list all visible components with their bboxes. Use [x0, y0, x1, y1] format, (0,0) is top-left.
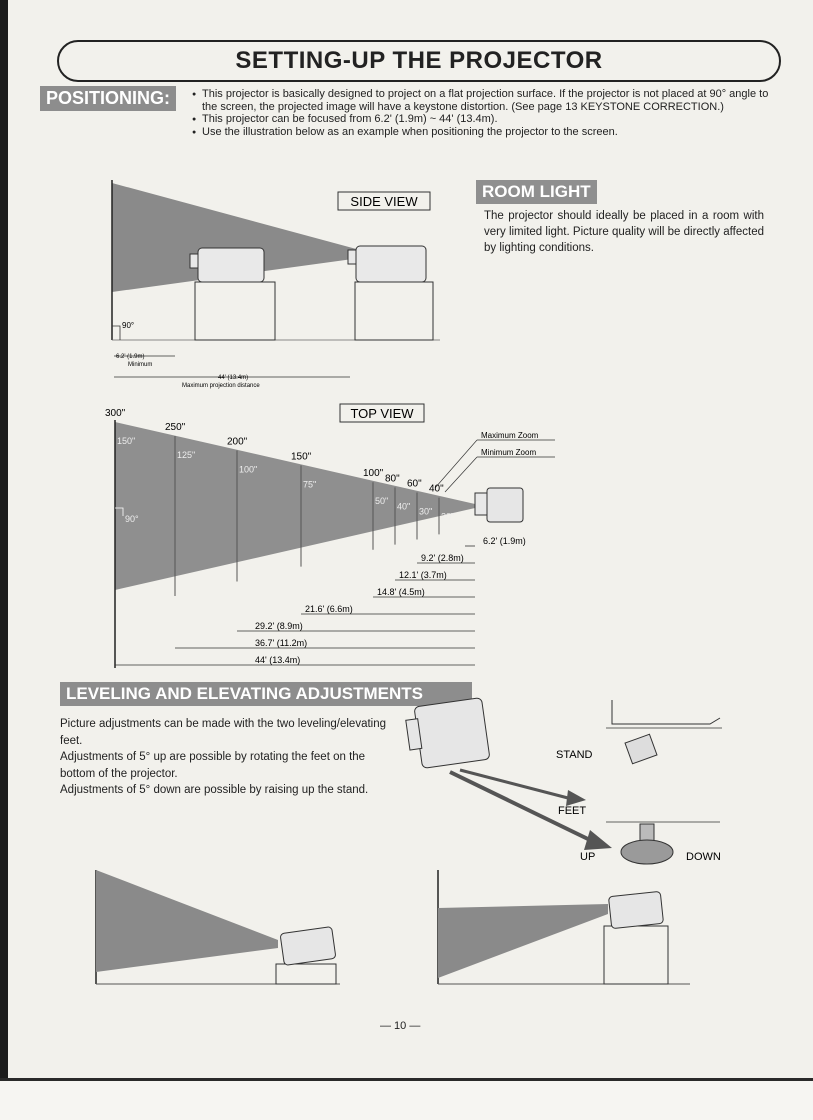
- bullet-item: ● This projector can be focused from 6.2' (1.9m) ~ 44' (13.4m).: [192, 113, 782, 126]
- side-view-label: SIDE VIEW: [350, 194, 418, 209]
- top-projector: [487, 488, 523, 522]
- foot-screw: [640, 824, 654, 842]
- leveling-text: [60, 716, 390, 799]
- min-zoom-label: Minimum Zoom: [481, 448, 537, 457]
- bullet-item: ● Use the illustration below as an example when positioning the projector to the screen.: [192, 126, 782, 139]
- table-right: [604, 926, 668, 984]
- page-title: SETTING-UP THE PROJECTOR: [57, 40, 781, 82]
- tilt-down-diagram: [430, 860, 700, 990]
- angle-mark: [112, 326, 120, 340]
- max-size-label: 60": [407, 478, 422, 490]
- distance-label: 29.2' (8.9m): [255, 621, 303, 631]
- room-light-text: The projector should ideally be placed in a room with very limited light. Picture quality will be directly affected by lighting conditions.: [484, 210, 764, 254]
- max-size-label: 100": [363, 468, 384, 480]
- leveling-heading: LEVELING AND ELEVATING ADJUSTMENTS: [60, 682, 472, 706]
- page-left-edge: [0, 0, 8, 1080]
- projector-far: [356, 246, 426, 282]
- max-zoom-label: Maximum Zoom: [481, 431, 539, 440]
- table-far: [355, 282, 433, 340]
- max-size-label: 80": [385, 473, 400, 485]
- distance-label: 36.7' (11.2m): [255, 638, 308, 648]
- leveling-paragraph: Picture adjustments can be made with the two leveling/elevating feet.: [60, 718, 387, 747]
- projector-closeup: [414, 698, 490, 769]
- lens-near: [190, 254, 198, 268]
- min-zoom-pointer: [445, 457, 477, 492]
- distance-label: 21.6' (6.6m): [305, 604, 353, 614]
- top-view-diagram: [105, 400, 575, 675]
- feet-label: FEET: [558, 805, 587, 817]
- beam-up: [96, 870, 278, 972]
- distance-label: 14.8' (4.5m): [377, 587, 425, 597]
- distance-label: 9.2' (2.8m): [421, 553, 464, 563]
- side-angle-label: 90°: [122, 321, 135, 330]
- leveling-diagram: [400, 688, 780, 878]
- background-area: [0, 1081, 813, 1120]
- leveling-paragraph: Adjustments of 5° up are possible by rotating the feet on the bottom of the projector.: [60, 751, 366, 780]
- stand-arrowhead: [566, 790, 586, 806]
- top-angle-label: 90°: [125, 514, 139, 524]
- beam-down: [438, 904, 608, 978]
- projector-underside: [612, 700, 720, 724]
- lens-far: [348, 250, 356, 264]
- max-size-label: 40": [429, 483, 444, 495]
- max-distance-label: 44' (13.4m): [218, 375, 249, 381]
- distance-label: 12.1' (3.7m): [399, 570, 447, 580]
- projector-tilted-up: [280, 927, 336, 966]
- max-size-label: 250": [165, 422, 186, 433]
- top-lens: [475, 493, 487, 515]
- table-near: [195, 282, 275, 340]
- page-number: — 10 —: [380, 1020, 421, 1032]
- room-light-heading: ROOM LIGHT: [476, 180, 597, 204]
- min-caption: Minimum: [128, 362, 153, 368]
- max-size-label: 200": [227, 436, 248, 448]
- min-size-label: 20": [441, 511, 455, 522]
- feet-arrowhead: [584, 830, 612, 850]
- bullet-item: ● This projector is basically designed to project on a flat projection surface. If the projector is not placed at 90° angle to the screen, the projected image will have a keystone distortion. (See page 13 KEYSTONE CORRECTION.): [192, 88, 782, 113]
- min-size-label: 40": [397, 501, 411, 512]
- positioning-heading: POSITIONING:: [40, 86, 176, 111]
- stand-closeup: [625, 734, 657, 764]
- projector-tilted-down: [608, 891, 663, 928]
- tilt-up-diagram: [90, 860, 350, 990]
- min-size-label: 50": [375, 496, 389, 507]
- max-size-label: 150": [291, 451, 312, 463]
- min-size-label: 75": [303, 479, 317, 490]
- stand-label: STAND: [556, 749, 593, 761]
- down-label: DOWN: [686, 851, 721, 863]
- max-caption: Maximum projection distance: [182, 383, 260, 389]
- distance-label: 6.2' (1.9m): [483, 536, 526, 546]
- top-view-label: TOP VIEW: [350, 406, 414, 421]
- table-left: [276, 964, 336, 984]
- leveling-paragraph: Adjustments of 5° down are possible by raising up the stand.: [60, 784, 369, 796]
- min-size-label: 150": [117, 436, 136, 446]
- side-view-diagram: [90, 170, 470, 400]
- min-size-label: 100": [239, 464, 258, 475]
- min-distance-label: 6.2' (1.9m): [116, 354, 145, 360]
- projector-near: [198, 248, 264, 282]
- max-size-label: 300": [105, 408, 126, 419]
- positioning-bullets: [192, 88, 782, 138]
- distance-label: 44' (13.4m): [255, 655, 301, 665]
- up-label: UP: [580, 851, 596, 863]
- min-size-label: 30": [419, 506, 433, 517]
- min-size-label: 125": [177, 450, 196, 460]
